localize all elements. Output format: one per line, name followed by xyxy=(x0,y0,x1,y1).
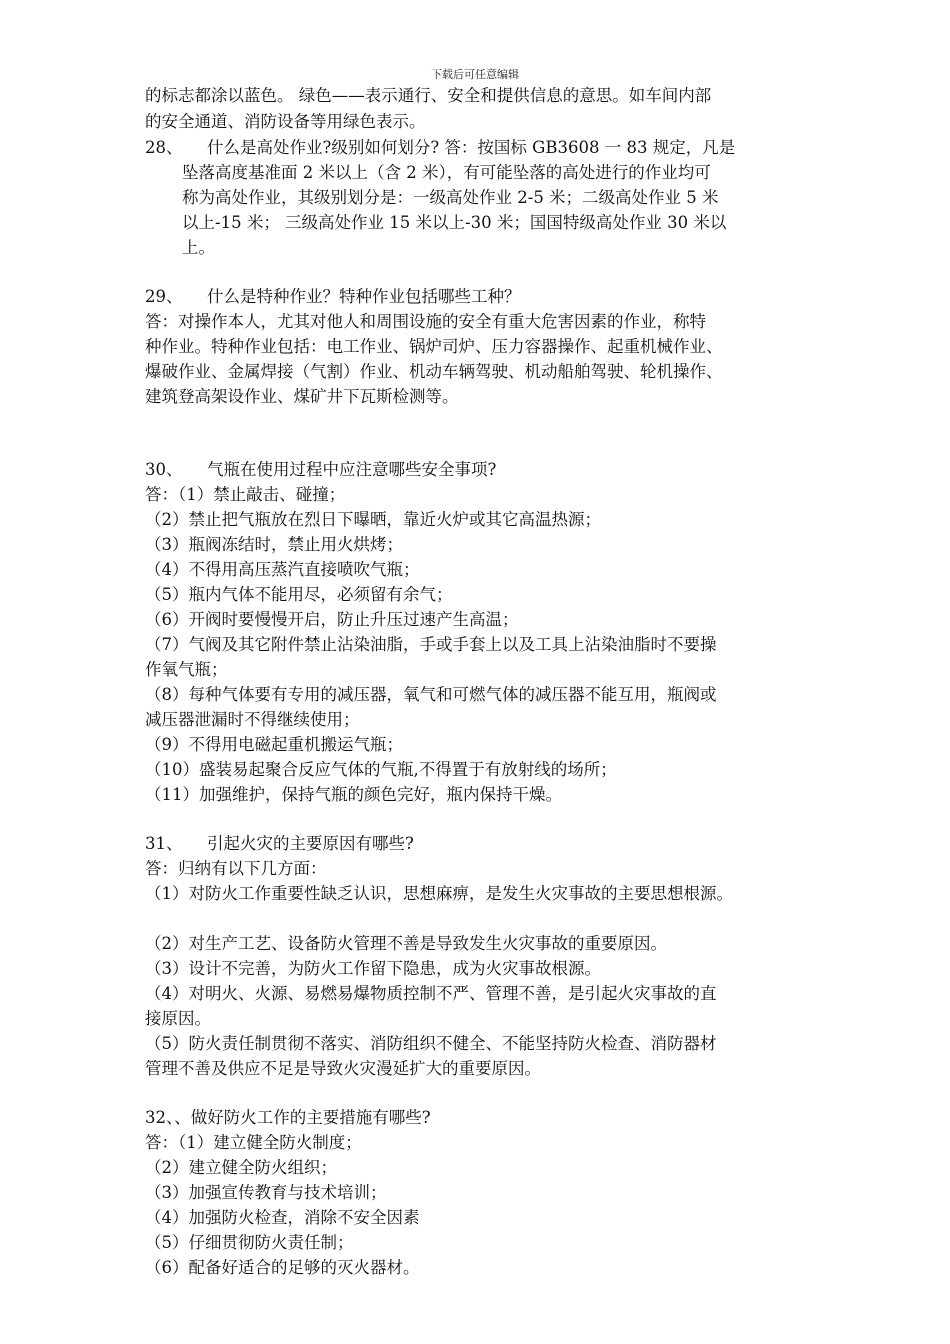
text-line: 上。 xyxy=(182,238,215,257)
text-line: （7）气阀及其它附件禁止沾染油脂，手或手套上以及工具上沾染油脂时不要操 xyxy=(145,635,717,654)
text-line: 以上-15 米； 三级高处作业 15 米以上-30 米；国国特级高处作业 30 米以 xyxy=(182,213,727,232)
text-line: 称为高处作业，其级别划分是：一级高处作业 2-5 米；二级高处作业 5 米 xyxy=(182,188,719,207)
text-line: （3）瓶阀冻结时，禁止用火烘烤； xyxy=(145,535,403,554)
text-line: （10）盛装易起聚合反应气体的气瓶,不得置于有放射线的场所； xyxy=(145,760,617,779)
question-number: 31、 xyxy=(145,834,183,853)
text-line: （5）瓶内气体不能用尽，必须留有余气； xyxy=(145,585,453,604)
question-number: 32、 xyxy=(145,1108,175,1127)
text-line: 接原因。 xyxy=(145,1009,211,1028)
text-line: （4）对明火、火源、易燃易爆物质控制不严、管理不善，是引起火灾事故的直 xyxy=(145,984,717,1003)
text-line: （3）设计不完善，为防火工作留下隐患，成为火灾事故根源。 xyxy=(145,959,601,978)
text-line: 答：（1）建立健全防火制度； xyxy=(145,1133,362,1152)
question-text: 引起火灾的主要原因有哪些? xyxy=(207,834,414,853)
text-line: （4）加强防火检查，消除不安全因素 xyxy=(145,1208,420,1227)
question-28 xyxy=(145,136,735,160)
question-29 xyxy=(145,285,521,309)
question-number: 30、 xyxy=(145,460,183,479)
question-text: 什么是特种作业？特种作业包括哪些工种？ xyxy=(207,287,521,306)
text-line: 答：归纳有以下几方面： xyxy=(145,859,327,878)
question-number: 29、 xyxy=(145,287,183,306)
text-line: （4）不得用高压蒸汽直接喷吹气瓶； xyxy=(145,560,420,579)
text-line: （2）禁止把气瓶放在烈日下曝晒，靠近火炉或其它高温热源； xyxy=(145,510,601,529)
text-line: （11）加强维护，保持气瓶的颜色完好，瓶内保持干燥。 xyxy=(145,785,562,804)
question-text: 什么是高处作业?级别如何划分? 答：按国标 GB3608 一 83 规定，凡是 xyxy=(207,138,736,157)
text-line: 爆破作业、金属焊接（气割）作业、机动车辆驾驶、机动船舶驾驶、轮机操作、 xyxy=(145,362,723,381)
text-line: （5）仔细贯彻防火责任制； xyxy=(145,1233,354,1252)
text-line: （2）建立健全防火组织； xyxy=(145,1158,337,1177)
text-line: 种作业。特种作业包括：电工作业、锅炉司炉、压力容器操作、起重机械作业、 xyxy=(145,337,723,356)
question-text: 、做好防火工作的主要措施有哪些? xyxy=(174,1108,431,1127)
text-line: （2）对生产工艺、设备防火管理不善是导致发生火灾事故的重要原因。 xyxy=(145,934,667,953)
text-line: （6）配备好适合的足够的灭火器材。 xyxy=(145,1258,420,1277)
text-line: 答：对操作本人，尤其对他人和周围设施的安全有重大危害因素的作业，称特 xyxy=(145,312,706,331)
text-line: 建筑登高架设作业、煤矿井下瓦斯检测等。 xyxy=(145,387,459,406)
text-line: 减压器泄漏时不得继续使用； xyxy=(145,710,360,729)
page-header: 下载后可任意编辑 xyxy=(431,68,519,81)
text-line: （1）对防火工作重要性缺乏认识，思想麻痹，是发生火灾事故的主要思想根源。 xyxy=(145,884,733,903)
question-number: 28、 xyxy=(145,138,183,157)
text-line: （6）开阀时要慢慢开启，防止升压过速产生高温； xyxy=(145,610,519,629)
text-line: 的标志都涂以蓝色。 绿色——表示通行、安全和提供信息的意思。如车间内部 xyxy=(145,86,712,105)
question-31 xyxy=(145,832,414,856)
text-line: 的安全通道、消防设备等用绿色表示。 xyxy=(145,112,426,131)
text-line: 管理不善及供应不足是导致火灾漫延扩大的重要原因。 xyxy=(145,1059,541,1078)
text-line: 答：（1）禁止敲击、碰撞； xyxy=(145,485,346,504)
text-line: 作氧气瓶； xyxy=(145,660,228,679)
text-line: （8）每种气体要有专用的减压器，氧气和可燃气体的减压器不能互用，瓶阀或 xyxy=(145,685,717,704)
text-line: （9）不得用电磁起重机搬运气瓶； xyxy=(145,735,403,754)
text-line: （5）防火责任制贯彻不落实、消防组织不健全、不能坚持防火检查、消防器材 xyxy=(145,1034,717,1053)
question-text: 气瓶在使用过程中应注意哪些安全事项? xyxy=(207,460,497,479)
question-32 xyxy=(145,1106,431,1130)
text-line: （3）加强宣传教育与技术培训； xyxy=(145,1183,387,1202)
question-30 xyxy=(145,458,496,482)
text-line: 坠落高度基准面 2 米以上（含 2 米），有可能坠落的高处进行的作业均可 xyxy=(182,163,711,182)
